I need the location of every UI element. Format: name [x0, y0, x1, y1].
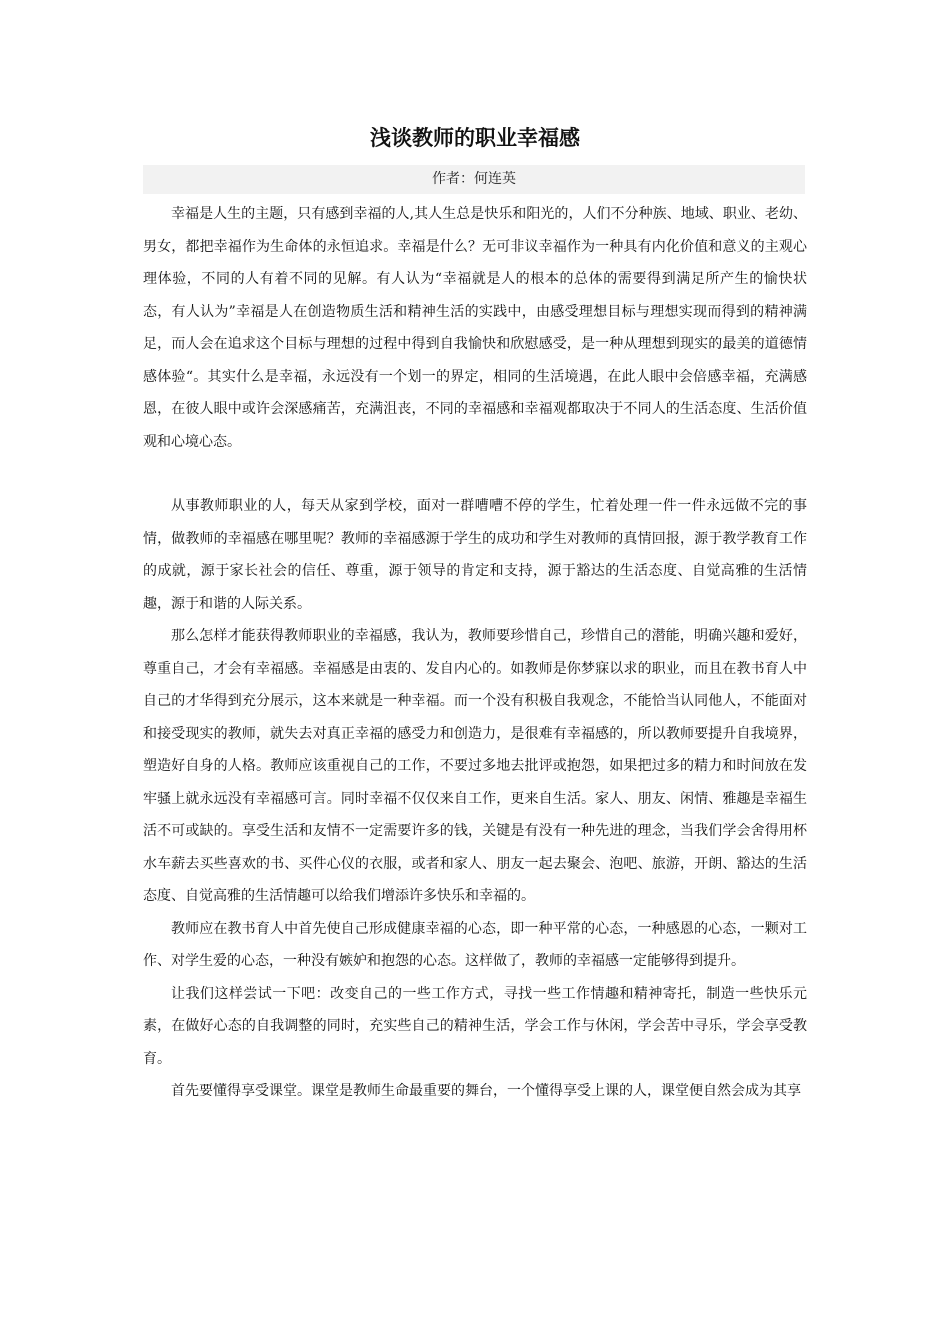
paragraph-6: 首先要懂得享受课堂。课堂是教师生命最重要的舞台，一个懂得享受上课的人，课堂便自然会成为其享 [171, 1083, 801, 1099]
paragraph-gap [143, 458, 807, 490]
paragraph-3: 那么怎样才能获得教师职业的幸福感，我认为，教师要珍惜自己，珍惜自己的潜能，明确兴趣和爱好，尊重自己，才会有幸福感。幸福感是由衷的、发自内心的。如教师是你梦寐以求的职业，而且在教书育人中自己的才华得到充分展示，这本来就是一种幸福。而一个没有积极自我观念，不能恰当认同他人，不能面对和接受现实的教师，就失去对真正幸福的感受力和创造力，是很难有幸福感的，所以教师要提升自我境界，塑造好自身的人格。教师应该重视自己的工作，不要过多地去批评或抱怨，如果把过多的精力和时间放在发牢骚上就永远没有幸福感可言。同时幸福不仅仅来自工作，更来自生活。家人、朋友、闲情、雅趣是幸福生活不可或缺的。享受生活和友情不一定需要许多的钱，关键是有没有一种先进的理念，当我们学会舍得用杯水车薪去买些喜欢的书、买件心仪的衣服，或者和家人、朋友一起去聚会、泡吧、旅游，开朗、豁达的生活态度、自觉高雅的生活情趣可以给我们增添许多快乐和幸福的。 [143, 628, 807, 904]
author-bar [143, 165, 805, 194]
document-body [143, 198, 807, 1108]
paragraph-5: 让我们这样尝试一下吧：改变自己的一些工作方式，寻找一些工作情趣和精神寄托，制造一些快乐元素，在做好心态的自我调整的同时，充实些自己的精神生活，学会工作与休闲，学会苦中寻乐，学会享受教育。 [143, 985, 807, 1067]
paragraph-2: 从事教师职业的人，每天从家到学校，面对一群嘈嘈不停的学生，忙着处理一件一件永远做不完的事情，做教师的幸福感在哪里呢？教师的幸福感源于学生的成功和学生对教师的真情回报，源于教学教育工作的成就，源于家长社会的信任、尊重，源于领导的肯定和支持，源于豁达的生活态度、自觉高雅的生活情趣，源于和谐的人际关系。 [143, 498, 807, 612]
paragraph-4: 教师应在教书育人中首先使自己形成健康幸福的心态，即一种平常的心态，一种感恩的心态，一颗对工作、对学生爱的心态，一种没有嫉妒和抱怨的心态。这样做了，教师的幸福感一定能够得到提升。 [143, 920, 807, 969]
paragraph-1: 幸福是人生的主题，只有感到幸福的人,其人生总是快乐和阳光的，人们不分种族、地域、职业、老幼、男女，都把幸福作为生命体的永恒追求。幸福是什么？无可非议幸福作为一种具有内化价值和意义的主观心理体验，不同的人有着不同的见解。有人认为“幸福就是人的根本的总体的需要得到满足所产生的愉快状态，有人认为”幸福是人在创造物质生活和精神生活的实践中，由感受理想目标与理想实现而得到的精神满足，而人会在追求这个目标与理想的过程中得到自我愉快和欣慰感受，是一种从理想到现实的最美的道德情感体验“。其实什么是幸福，永远没有一个划一的界定，相同的生活境遇，在此人眼中会倍感幸福，充满感恩，在彼人眼中或许会深感痛苦，充满沮丧，不同的幸福感和幸福观都取决于不同人的生活态度、生活价值观和心境心态。 [143, 206, 807, 450]
document-title: 浅谈教师的职业幸福感 [370, 126, 580, 150]
author-name: 何连英 [474, 171, 516, 187]
author-label: 作者： [432, 171, 474, 187]
